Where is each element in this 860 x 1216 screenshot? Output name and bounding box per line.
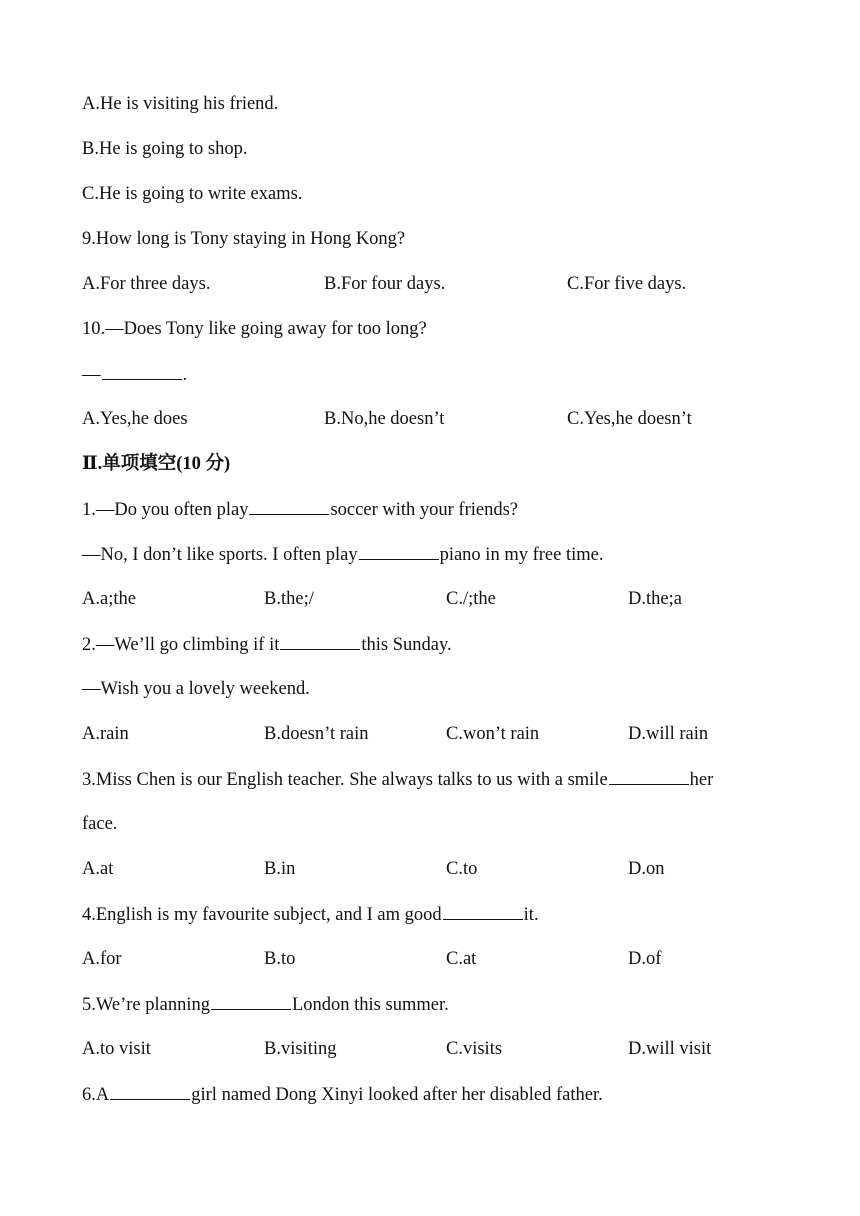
q1-blank1[interactable] — [249, 496, 329, 515]
q1-stem-part2: soccer with your friends? — [330, 500, 518, 520]
q6-stem-part1: 6.A — [82, 1085, 110, 1105]
q5-option-c[interactable]: C.visits — [446, 1039, 503, 1059]
q2-line2: —Wish you a lovely weekend. — [82, 679, 310, 699]
q10-answer-line — [82, 361, 187, 387]
q3-line1 — [82, 766, 713, 792]
q4-option-a[interactable]: A.for — [82, 949, 122, 969]
q1-reply-part2: piano in my free time. — [439, 545, 604, 565]
q5-line1 — [82, 991, 449, 1017]
q8-option-b[interactable]: B.He is going to shop. — [82, 139, 248, 159]
q4-option-d[interactable]: D.of — [628, 949, 662, 969]
q10-answer-blank[interactable] — [102, 361, 182, 380]
q2-option-c[interactable]: C.won’t rain — [446, 724, 540, 744]
q6-line1 — [82, 1081, 603, 1107]
q3-option-d[interactable]: D.on — [628, 859, 665, 879]
q10-option-b[interactable]: B.No,he doesn’t — [324, 409, 445, 429]
q5-option-a[interactable]: A.to visit — [82, 1039, 151, 1059]
q1-line1 — [82, 496, 518, 522]
q4-line1 — [82, 901, 539, 927]
q1-option-b[interactable]: B.the;/ — [264, 589, 314, 609]
q1-blank2[interactable] — [359, 541, 439, 560]
q8-option-c[interactable]: C.He is going to write exams. — [82, 184, 303, 204]
q1-option-c[interactable]: C./;the — [446, 589, 496, 609]
q4-stem-part2: it. — [523, 905, 539, 925]
q3-stem-part1: 3.Miss Chen is our English teacher. She always talks to us with a smile — [82, 770, 608, 790]
q5-stem-part2: London this summer. — [291, 995, 449, 1015]
q3-option-c[interactable]: C.to — [446, 859, 478, 879]
q2-blank[interactable] — [280, 631, 360, 650]
q3-blank[interactable] — [609, 766, 689, 785]
q3-option-a[interactable]: A.at — [82, 859, 114, 879]
q6-blank[interactable] — [110, 1081, 190, 1100]
q3-option-b[interactable]: B.in — [264, 859, 296, 879]
q10-period: . — [182, 365, 188, 385]
q2-stem-part2: this Sunday. — [361, 635, 452, 655]
q4-blank[interactable] — [443, 901, 523, 920]
q1-reply-part1: —No, I don’t like sports. I often play — [82, 545, 358, 565]
q6-stem-part2: girl named Dong Xinyi looked after her disabled father. — [191, 1085, 603, 1105]
q10-option-a[interactable]: A.Yes,he does — [82, 409, 188, 429]
q1-option-a[interactable]: A.a;the — [82, 589, 136, 609]
q8-option-a[interactable]: A.He is visiting his friend. — [82, 94, 279, 114]
q2-option-d[interactable]: D.will rain — [628, 724, 709, 744]
q9-option-b[interactable]: B.For four days. — [324, 274, 446, 294]
q5-stem-part1: 5.We’re planning — [82, 995, 210, 1015]
q1-option-d[interactable]: D.the;a — [628, 589, 682, 609]
q4-option-c[interactable]: C.at — [446, 949, 477, 969]
q2-option-b[interactable]: B.doesn’t rain — [264, 724, 369, 744]
q5-option-b[interactable]: B.visiting — [264, 1039, 337, 1059]
q10-option-c[interactable]: C.Yes,he doesn’t — [567, 409, 692, 429]
q2-line1 — [82, 631, 452, 657]
q4-stem-part1: 4.English is my favourite subject, and I am good — [82, 905, 442, 925]
q4-option-b[interactable]: B.to — [264, 949, 296, 969]
q1-line2 — [82, 541, 603, 567]
q10-stem: 10.—Does Tony like going away for too long? — [82, 319, 427, 339]
q10-dash: — — [82, 365, 101, 385]
q1-stem-part1: 1.—Do you often play — [82, 500, 249, 520]
q5-blank[interactable] — [211, 991, 291, 1010]
q2-option-a[interactable]: A.rain — [82, 724, 129, 744]
q9-option-c[interactable]: C.For five days. — [567, 274, 687, 294]
q9-stem: 9.How long is Tony staying in Hong Kong? — [82, 229, 406, 249]
q3-stem-part2: her — [689, 770, 714, 790]
q5-option-d[interactable]: D.will visit — [628, 1039, 712, 1059]
q2-stem-part1: 2.—We’ll go climbing if it — [82, 635, 280, 655]
q9-option-a[interactable]: A.For three days. — [82, 274, 211, 294]
q3-line2: face. — [82, 814, 118, 834]
section-heading: Ⅱ.单项填空(10 分) — [82, 454, 231, 474]
